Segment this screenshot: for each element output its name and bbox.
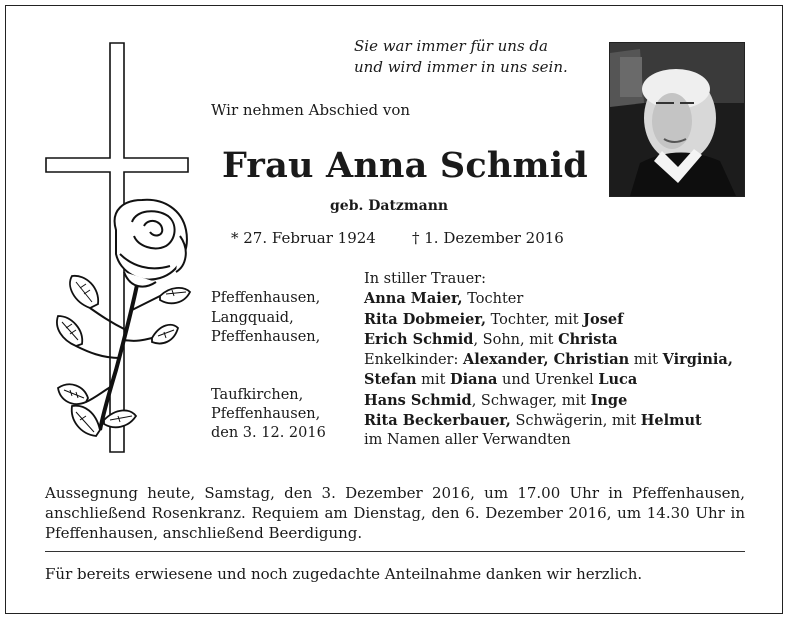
mourner-name: Rita Beckerbauer, bbox=[364, 412, 511, 430]
mourner-name: Helmut bbox=[640, 412, 702, 430]
mourner-place: Taufkirchen, bbox=[211, 386, 304, 403]
cross-with-rose-icon bbox=[40, 40, 195, 455]
mourner-line bbox=[364, 310, 733, 330]
divider bbox=[45, 551, 745, 552]
mourner-relation: Schwägerin, mit bbox=[510, 413, 641, 430]
mourner-name: Luca bbox=[598, 371, 638, 389]
born-name: geb. Datzmann bbox=[330, 198, 449, 214]
mourner-line bbox=[364, 391, 733, 411]
mourner-name: Virginia, bbox=[662, 351, 733, 369]
mourner-relation: , Schwager, mit bbox=[471, 392, 591, 409]
mourner-place: Pfeffenhausen, bbox=[211, 328, 321, 345]
mourner-relation: Tochter bbox=[462, 291, 524, 308]
mourner-name: Josef bbox=[583, 310, 624, 328]
mourner-place: Langquaid, bbox=[211, 309, 294, 326]
mourner-line bbox=[364, 431, 733, 450]
thanks-text: Für bereits erwiesene und noch zugedachte Anteilnahme danken wir herzlich. bbox=[45, 565, 643, 583]
mourner-line bbox=[364, 350, 733, 370]
mourner-line bbox=[364, 411, 733, 431]
heading-spacer bbox=[211, 270, 326, 289]
mourner-name: Diana bbox=[450, 371, 498, 389]
mourner-place bbox=[211, 347, 326, 366]
birth-date: * 27. Februar 1924 bbox=[231, 229, 376, 247]
mourner-relation: Enkelkinder: bbox=[364, 352, 463, 369]
mourner-place: den 3. 12. 2016 bbox=[211, 425, 326, 442]
portrait-photo bbox=[609, 42, 745, 197]
mourner-name: Hans Schmid bbox=[364, 391, 472, 409]
funeral-details: Aussegnung heute, Samstag, den 3. Dezember 2016, um 17.00 Uhr in Pfeffenhausen, anschließend Rosenkranz. Requiem am Dienstag, den 6. Dezember 2016, um 14.30 Uhr in Pfeffenhausen, anschließend Beerdigung. bbox=[45, 484, 745, 542]
mourner-places bbox=[211, 270, 326, 444]
mourner-line bbox=[364, 370, 733, 390]
portrait-photo-image bbox=[610, 43, 744, 196]
deceased-name: Frau Anna Schmid bbox=[222, 145, 588, 186]
mourner-place: Pfeffenhausen, bbox=[211, 406, 321, 423]
mourner-name: Inge bbox=[590, 391, 628, 409]
mourner-name: Alexander, Christian bbox=[462, 351, 630, 369]
mourner-line bbox=[364, 330, 733, 350]
mourner-relation: im Namen aller Verwandten bbox=[364, 432, 571, 449]
mourner-place: Pfeffenhausen, bbox=[211, 290, 321, 307]
memorial-quote bbox=[354, 36, 568, 78]
mourner-relation: mit bbox=[629, 352, 663, 369]
death-date: † 1. Dezember 2016 bbox=[412, 229, 564, 247]
mourner-name: Christa bbox=[558, 330, 618, 348]
mourner-line bbox=[364, 289, 733, 309]
mourner-name: Rita Dobmeier, bbox=[364, 310, 487, 328]
quote-line: und wird immer in uns sein. bbox=[354, 58, 568, 76]
mourner-name: Stefan bbox=[364, 371, 417, 389]
intro-text: Wir nehmen Abschied von bbox=[211, 101, 411, 119]
mourner-list bbox=[364, 270, 733, 451]
quote-line: Sie war immer für uns da bbox=[354, 37, 548, 55]
mourning-heading: In stiller Trauer: bbox=[364, 271, 486, 287]
mourner-relation: , Sohn, mit bbox=[473, 331, 559, 348]
mourner-relation: und Urenkel bbox=[497, 372, 599, 389]
mourner-place bbox=[211, 366, 326, 385]
mourner-name: Erich Schmid bbox=[364, 330, 474, 348]
mourner-relation: mit bbox=[416, 372, 451, 389]
mourner-name: Anna Maier, bbox=[364, 290, 463, 308]
mourner-relation: Tochter, mit bbox=[486, 311, 584, 328]
